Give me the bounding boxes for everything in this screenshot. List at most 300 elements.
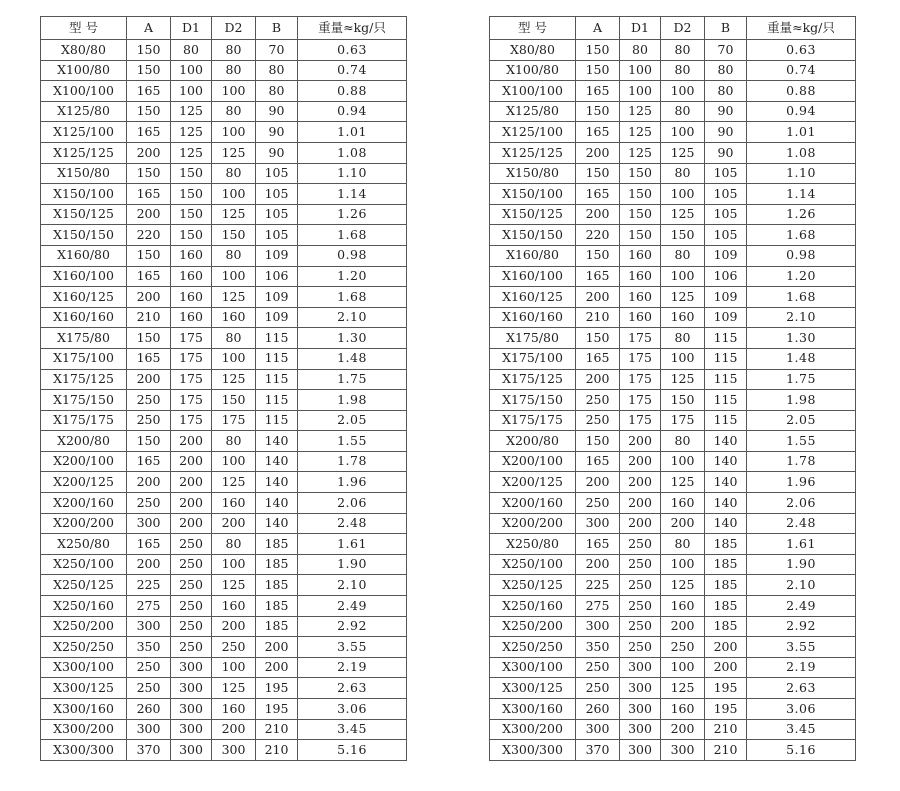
cell-weight: 1.26	[298, 204, 407, 225]
cell-weight: 1.61	[747, 534, 856, 555]
cell-b: 90	[705, 101, 747, 122]
table-row	[41, 575, 407, 596]
table-row	[490, 699, 856, 720]
cell-d2: 100	[661, 554, 705, 575]
cell-d1: 200	[171, 431, 212, 452]
cell-d2: 200	[661, 513, 705, 534]
cell-a: 210	[127, 307, 171, 328]
cell-b: 109	[705, 287, 747, 308]
cell-a: 165	[576, 266, 620, 287]
cell-a: 220	[576, 225, 620, 246]
table-row	[41, 184, 407, 205]
cell-weight: 2.10	[747, 307, 856, 328]
cell-model: X150/125	[490, 204, 576, 225]
cell-a: 165	[576, 184, 620, 205]
cell-model: X150/100	[490, 184, 576, 205]
cell-d1: 200	[620, 493, 661, 514]
cell-d1: 175	[620, 410, 661, 431]
cell-a: 260	[127, 699, 171, 720]
cell-model: X200/80	[41, 431, 127, 452]
cell-d2: 160	[212, 307, 256, 328]
cell-a: 210	[576, 307, 620, 328]
cell-d2: 175	[661, 410, 705, 431]
header-a: A	[127, 17, 171, 40]
cell-weight: 1.26	[747, 204, 856, 225]
cell-weight: 1.08	[747, 142, 856, 163]
cell-model: X300/100	[490, 657, 576, 678]
cell-a: 300	[576, 513, 620, 534]
cell-d1: 250	[171, 596, 212, 617]
cell-a: 150	[576, 245, 620, 266]
cell-b: 106	[705, 266, 747, 287]
cell-a: 200	[576, 472, 620, 493]
cell-a: 250	[127, 678, 171, 699]
cell-d1: 175	[620, 328, 661, 349]
cell-weight: 2.10	[747, 575, 856, 596]
cell-d2: 100	[212, 184, 256, 205]
table-row	[490, 637, 856, 658]
cell-d2: 100	[661, 348, 705, 369]
table-row	[490, 60, 856, 81]
cell-b: 140	[256, 513, 298, 534]
table-row	[41, 699, 407, 720]
cell-a: 250	[576, 410, 620, 431]
cell-d1: 150	[620, 163, 661, 184]
spec-table-right	[489, 16, 856, 761]
table-row	[41, 266, 407, 287]
cell-b: 115	[705, 348, 747, 369]
cell-a: 165	[127, 122, 171, 143]
cell-d1: 250	[620, 596, 661, 617]
cell-d1: 160	[620, 287, 661, 308]
table-row	[490, 184, 856, 205]
cell-b: 185	[256, 554, 298, 575]
cell-d1: 160	[171, 287, 212, 308]
cell-b: 80	[256, 81, 298, 102]
cell-a: 250	[576, 657, 620, 678]
table-row	[41, 163, 407, 184]
table-row	[490, 142, 856, 163]
header-a: A	[576, 17, 620, 40]
cell-d1: 250	[620, 616, 661, 637]
cell-d2: 200	[661, 616, 705, 637]
cell-d2: 100	[661, 122, 705, 143]
cell-weight: 1.90	[747, 554, 856, 575]
cell-d1: 200	[620, 451, 661, 472]
cell-d1: 175	[620, 369, 661, 390]
cell-d1: 250	[171, 637, 212, 658]
cell-b: 140	[256, 431, 298, 452]
cell-d1: 100	[171, 60, 212, 81]
cell-d2: 100	[661, 266, 705, 287]
cell-a: 165	[576, 534, 620, 555]
table-row	[41, 60, 407, 81]
cell-d2: 150	[212, 225, 256, 246]
table-row	[41, 451, 407, 472]
cell-d2: 80	[661, 60, 705, 81]
table-row	[490, 369, 856, 390]
cell-d2: 80	[212, 60, 256, 81]
cell-model: X175/150	[490, 390, 576, 411]
table-row	[41, 81, 407, 102]
cell-d2: 125	[661, 575, 705, 596]
cell-d1: 160	[620, 245, 661, 266]
cell-model: X160/100	[41, 266, 127, 287]
cell-weight: 2.19	[298, 657, 407, 678]
cell-a: 200	[576, 369, 620, 390]
cell-model: X200/160	[490, 493, 576, 514]
cell-weight: 3.55	[298, 637, 407, 658]
cell-weight: 2.63	[747, 678, 856, 699]
cell-weight: 2.10	[298, 575, 407, 596]
cell-d2: 200	[661, 719, 705, 740]
cell-a: 350	[127, 637, 171, 658]
cell-b: 185	[256, 596, 298, 617]
cell-b: 140	[705, 493, 747, 514]
cell-d2: 100	[661, 451, 705, 472]
cell-model: X160/100	[490, 266, 576, 287]
cell-d2: 100	[212, 348, 256, 369]
cell-d2: 80	[212, 431, 256, 452]
cell-d1: 175	[171, 410, 212, 431]
cell-model: X250/100	[41, 554, 127, 575]
cell-d2: 160	[661, 493, 705, 514]
cell-weight: 2.10	[298, 307, 407, 328]
header-weight: 重量≈kg/只	[298, 17, 407, 40]
cell-b: 200	[705, 637, 747, 658]
cell-d2: 80	[661, 328, 705, 349]
cell-weight: 1.30	[298, 328, 407, 349]
cell-a: 250	[127, 657, 171, 678]
cell-b: 200	[256, 657, 298, 678]
cell-model: X80/80	[41, 40, 127, 61]
cell-model: X150/80	[490, 163, 576, 184]
cell-b: 70	[705, 40, 747, 61]
cell-a: 200	[127, 369, 171, 390]
cell-weight: 2.05	[298, 410, 407, 431]
cell-b: 105	[705, 204, 747, 225]
cell-weight: 5.16	[747, 740, 856, 761]
cell-model: X200/80	[490, 431, 576, 452]
cell-d2: 80	[212, 328, 256, 349]
cell-model: X100/80	[490, 60, 576, 81]
cell-weight: 2.63	[298, 678, 407, 699]
cell-d1: 125	[620, 142, 661, 163]
cell-model: X250/80	[41, 534, 127, 555]
cell-d2: 80	[661, 101, 705, 122]
cell-a: 200	[576, 142, 620, 163]
cell-d1: 200	[171, 513, 212, 534]
cell-a: 150	[127, 328, 171, 349]
cell-a: 300	[127, 616, 171, 637]
table-row	[490, 287, 856, 308]
cell-a: 165	[576, 81, 620, 102]
cell-model: X200/200	[490, 513, 576, 534]
cell-model: X175/150	[41, 390, 127, 411]
cell-model: X300/300	[490, 740, 576, 761]
cell-d2: 125	[661, 142, 705, 163]
cell-weight: 1.08	[298, 142, 407, 163]
cell-d1: 80	[171, 40, 212, 61]
cell-d2: 125	[212, 472, 256, 493]
cell-d2: 80	[212, 245, 256, 266]
cell-d1: 250	[620, 554, 661, 575]
cell-a: 200	[576, 554, 620, 575]
cell-d1: 150	[171, 204, 212, 225]
cell-model: X125/80	[41, 101, 127, 122]
cell-d1: 125	[171, 101, 212, 122]
cell-model: X175/125	[41, 369, 127, 390]
cell-b: 115	[705, 410, 747, 431]
cell-d1: 175	[620, 348, 661, 369]
cell-d1: 300	[171, 699, 212, 720]
cell-weight: 2.48	[747, 513, 856, 534]
cell-weight: 2.92	[747, 616, 856, 637]
table-body	[41, 40, 407, 761]
table-row	[490, 307, 856, 328]
cell-weight: 3.45	[747, 719, 856, 740]
cell-d2: 125	[661, 204, 705, 225]
cell-d2: 80	[661, 534, 705, 555]
table-row	[490, 554, 856, 575]
cell-d2: 200	[212, 513, 256, 534]
cell-model: X175/100	[490, 348, 576, 369]
cell-model: X160/160	[41, 307, 127, 328]
cell-model: X250/200	[41, 616, 127, 637]
table-row	[41, 390, 407, 411]
cell-b: 200	[256, 637, 298, 658]
cell-b: 105	[256, 184, 298, 205]
cell-b: 105	[705, 184, 747, 205]
cell-weight: 1.78	[747, 451, 856, 472]
cell-weight: 2.06	[298, 493, 407, 514]
cell-weight: 1.98	[298, 390, 407, 411]
cell-b: 185	[705, 534, 747, 555]
cell-weight: 5.16	[298, 740, 407, 761]
cell-d1: 200	[620, 472, 661, 493]
cell-b: 109	[256, 287, 298, 308]
cell-d1: 160	[171, 245, 212, 266]
cell-model: X250/125	[41, 575, 127, 596]
cell-a: 150	[127, 431, 171, 452]
cell-weight: 2.06	[747, 493, 856, 514]
cell-weight: 1.68	[298, 287, 407, 308]
table-row	[41, 101, 407, 122]
cell-model: X300/125	[490, 678, 576, 699]
table-row	[490, 204, 856, 225]
cell-model: X200/125	[41, 472, 127, 493]
table-row	[41, 431, 407, 452]
table-row	[41, 410, 407, 431]
cell-a: 200	[127, 142, 171, 163]
header-row	[490, 17, 856, 40]
cell-d2: 100	[212, 554, 256, 575]
cell-weight: 1.48	[298, 348, 407, 369]
cell-model: X125/80	[490, 101, 576, 122]
cell-d1: 175	[171, 328, 212, 349]
table-row	[41, 287, 407, 308]
cell-b: 90	[705, 142, 747, 163]
cell-a: 150	[576, 101, 620, 122]
cell-d2: 160	[212, 699, 256, 720]
cell-weight: 1.30	[747, 328, 856, 349]
cell-d1: 200	[171, 472, 212, 493]
cell-model: X100/100	[41, 81, 127, 102]
cell-d1: 200	[620, 513, 661, 534]
cell-model: X200/100	[490, 451, 576, 472]
cell-a: 200	[127, 554, 171, 575]
cell-d1: 250	[620, 637, 661, 658]
cell-model: X250/100	[490, 554, 576, 575]
cell-weight: 1.14	[298, 184, 407, 205]
cell-a: 200	[127, 204, 171, 225]
cell-b: 185	[705, 554, 747, 575]
header-weight: 重量≈kg/只	[747, 17, 856, 40]
cell-weight: 0.63	[747, 40, 856, 61]
cell-a: 200	[576, 204, 620, 225]
cell-weight: 3.45	[298, 719, 407, 740]
cell-d2: 80	[212, 101, 256, 122]
cell-b: 210	[705, 740, 747, 761]
cell-model: X80/80	[490, 40, 576, 61]
cell-a: 250	[127, 390, 171, 411]
table-row	[41, 245, 407, 266]
cell-model: X250/160	[41, 596, 127, 617]
cell-b: 105	[705, 225, 747, 246]
cell-d1: 150	[171, 184, 212, 205]
cell-d1: 200	[171, 451, 212, 472]
cell-weight: 1.75	[298, 369, 407, 390]
cell-d1: 125	[171, 122, 212, 143]
cell-a: 150	[127, 60, 171, 81]
cell-b: 140	[256, 451, 298, 472]
cell-weight: 0.98	[298, 245, 407, 266]
cell-d1: 200	[620, 431, 661, 452]
cell-weight: 3.06	[298, 699, 407, 720]
cell-d2: 100	[212, 657, 256, 678]
cell-weight: 1.55	[298, 431, 407, 452]
cell-weight: 1.55	[747, 431, 856, 452]
cell-model: X200/200	[41, 513, 127, 534]
table-row	[490, 266, 856, 287]
table-row	[41, 740, 407, 761]
table-row	[490, 431, 856, 452]
cell-b: 90	[256, 122, 298, 143]
cell-model: X300/200	[490, 719, 576, 740]
cell-d1: 250	[171, 534, 212, 555]
cell-d2: 175	[212, 410, 256, 431]
table-row	[41, 719, 407, 740]
cell-d2: 125	[212, 287, 256, 308]
cell-b: 80	[256, 60, 298, 81]
cell-d1: 175	[171, 348, 212, 369]
cell-model: X150/150	[490, 225, 576, 246]
table-body	[490, 40, 856, 761]
cell-b: 140	[705, 472, 747, 493]
cell-d1: 175	[620, 390, 661, 411]
cell-b: 109	[705, 307, 747, 328]
table-row	[41, 472, 407, 493]
table-row	[41, 678, 407, 699]
cell-a: 200	[127, 472, 171, 493]
table-row	[490, 534, 856, 555]
cell-d2: 250	[212, 637, 256, 658]
cell-b: 195	[256, 678, 298, 699]
cell-d1: 160	[171, 307, 212, 328]
cell-d2: 80	[661, 245, 705, 266]
cell-weight: 0.88	[298, 81, 407, 102]
cell-model: X160/125	[41, 287, 127, 308]
table-row	[490, 472, 856, 493]
cell-model: X250/200	[490, 616, 576, 637]
cell-a: 165	[576, 348, 620, 369]
cell-b: 185	[705, 575, 747, 596]
cell-d2: 100	[661, 184, 705, 205]
table-row	[490, 101, 856, 122]
table-row	[41, 493, 407, 514]
cell-weight: 1.68	[747, 287, 856, 308]
cell-model: X175/175	[490, 410, 576, 431]
cell-a: 350	[576, 637, 620, 658]
cell-d1: 100	[620, 81, 661, 102]
cell-model: X175/80	[41, 328, 127, 349]
cell-b: 90	[256, 101, 298, 122]
cell-d1: 125	[620, 122, 661, 143]
cell-weight: 0.98	[747, 245, 856, 266]
cell-weight: 0.88	[747, 81, 856, 102]
header-b: B	[705, 17, 747, 40]
cell-b: 210	[705, 719, 747, 740]
cell-model: X160/80	[490, 245, 576, 266]
cell-b: 105	[705, 163, 747, 184]
cell-weight: 0.63	[298, 40, 407, 61]
table-row	[490, 390, 856, 411]
cell-b: 70	[256, 40, 298, 61]
cell-d2: 150	[661, 225, 705, 246]
table-row	[41, 142, 407, 163]
table-row	[490, 40, 856, 61]
header-d2: D2	[212, 17, 256, 40]
cell-d1: 300	[171, 678, 212, 699]
cell-a: 275	[576, 596, 620, 617]
cell-d2: 80	[661, 40, 705, 61]
cell-a: 150	[576, 431, 620, 452]
cell-b: 115	[705, 328, 747, 349]
cell-model: X300/125	[41, 678, 127, 699]
table-row	[490, 348, 856, 369]
cell-b: 210	[256, 719, 298, 740]
cell-weight: 1.68	[747, 225, 856, 246]
cell-d2: 80	[212, 534, 256, 555]
table-row	[490, 596, 856, 617]
cell-d1: 250	[620, 575, 661, 596]
cell-a: 150	[576, 328, 620, 349]
cell-weight: 1.10	[298, 163, 407, 184]
cell-model: X250/250	[490, 637, 576, 658]
cell-model: X300/160	[41, 699, 127, 720]
cell-b: 195	[256, 699, 298, 720]
cell-a: 165	[127, 534, 171, 555]
cell-d2: 160	[212, 596, 256, 617]
table-row	[41, 204, 407, 225]
cell-d1: 300	[171, 657, 212, 678]
cell-b: 185	[256, 575, 298, 596]
cell-b: 115	[256, 348, 298, 369]
header-model: 型 号	[41, 17, 127, 40]
cell-model: X175/125	[490, 369, 576, 390]
cell-d1: 150	[620, 184, 661, 205]
cell-model: X300/200	[41, 719, 127, 740]
